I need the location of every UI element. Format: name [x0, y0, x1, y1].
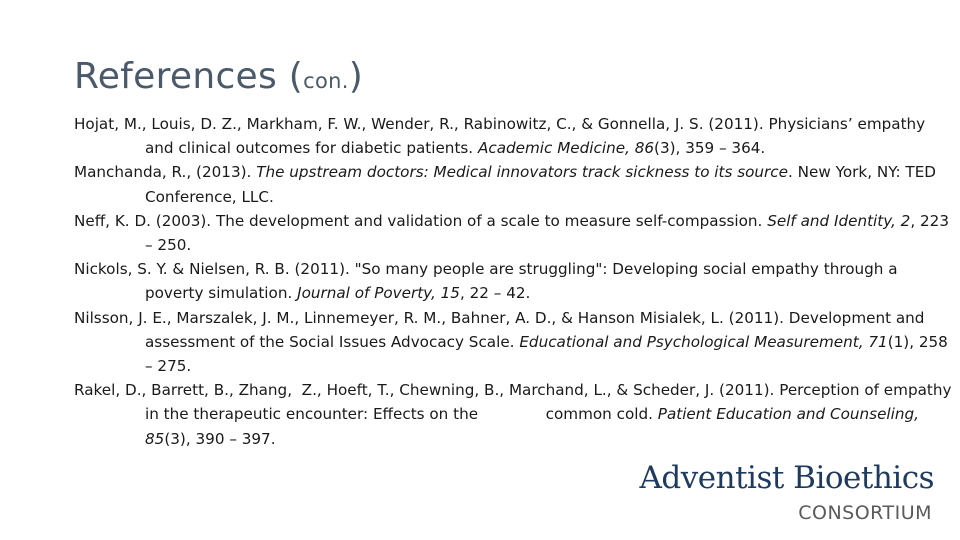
page-title	[74, 56, 363, 97]
reference-item: Hojat, M., Louis, D. Z., Markham, F. W., Wender, R., Rabinowitz, C., & Gonnella, J. S. (2011). Physicians’ empathy and clinical outcomes for diabetic patients. Academic Medicine, 86(3), 359 – 364.	[74, 115, 926, 158]
reference-item: Nickols, S. Y. & Nielsen, R. B. (2011). "So many people are struggling": Developing social empathy through a poverty simulation. Journal of Poverty, 15, 22 – 42.	[74, 260, 898, 303]
reference-item: Rakel, D., Barrett, B., Zhang, Z., Hoeft, T., Chewning, B., Marchand, L., & Scheder, J. (2011). Perception of empathy in the therapeutic encounter: Effects on the common cold. Patient Education and Counseling, 85(3), 390 – 397.	[74, 381, 957, 448]
title-main: References (	[74, 56, 304, 97]
reference-list	[74, 112, 957, 451]
title-sub: con.	[303, 69, 349, 93]
reference-item: Neff, K. D. (2003). The development and validation of a scale to measure self-compassion. Self and Identity, 2, 223 – 250.	[74, 211, 949, 255]
reference-item: Manchanda, R., (2013). The upstream doctors: Medical innovators track sickness to its source. New York, NY: TED Conference, LLC.	[74, 163, 936, 206]
logo-subtitle: CONSORTIUM	[798, 502, 932, 524]
title-close: )	[348, 56, 364, 97]
logo-title: Adventist Bioethics	[639, 460, 934, 496]
reference-item: Nilsson, J. E., Marszalek, J. M., Linnemeyer, R. M., Bahner, A. D., & Hanson Misialek, L. (2011). Development and assessment of the Social Issues Advocacy Scale. Educational and Psychological Measurement, 71(1), 258 – 275.	[74, 308, 948, 376]
consortium-logo	[639, 460, 950, 530]
